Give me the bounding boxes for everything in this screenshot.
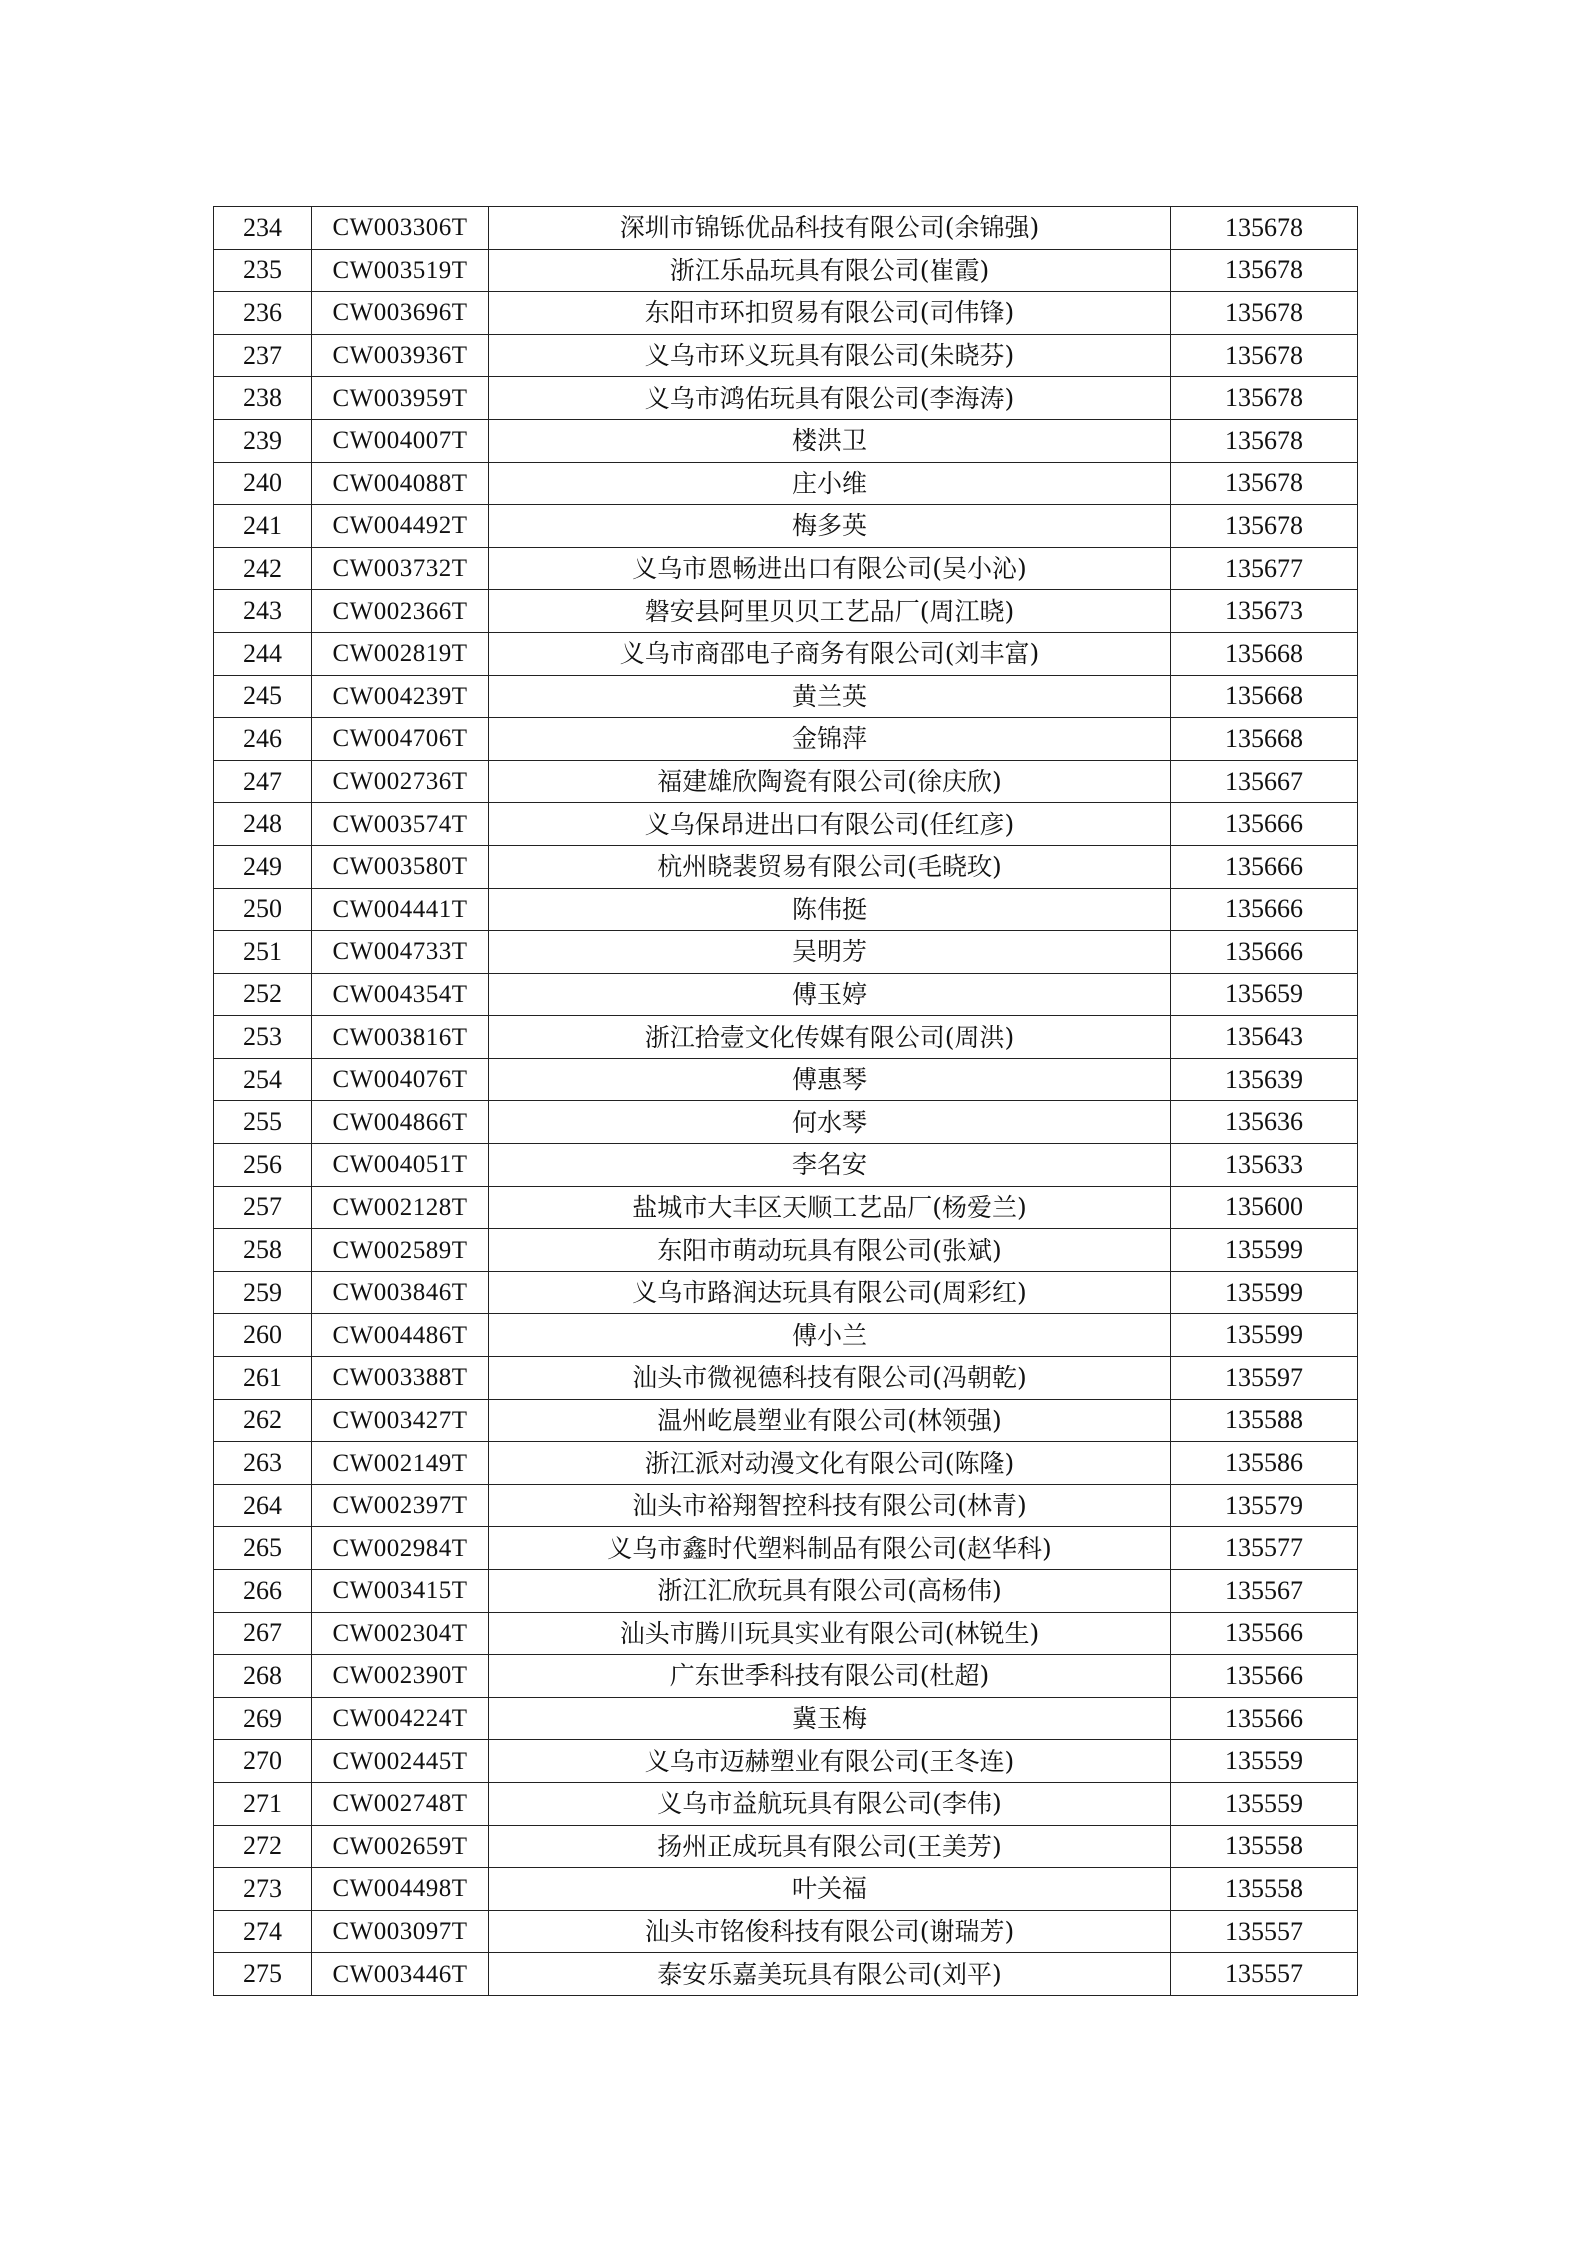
score-cell: 135678 — [1171, 249, 1358, 292]
name-cell: 楼洪卫 — [489, 419, 1171, 462]
score-cell: 135586 — [1171, 1442, 1358, 1485]
table-row — [214, 1782, 1358, 1825]
name-cell: 傅小兰 — [489, 1314, 1171, 1357]
table-row — [214, 675, 1358, 718]
score-cell: 135667 — [1171, 760, 1358, 803]
table-row — [214, 292, 1358, 335]
table-row — [214, 1058, 1358, 1101]
score-cell: 135566 — [1171, 1655, 1358, 1698]
rank-cell: 261 — [214, 1357, 312, 1400]
score-cell: 135558 — [1171, 1868, 1358, 1911]
rank-cell: 267 — [214, 1612, 312, 1655]
rank-cell: 242 — [214, 547, 312, 590]
score-cell: 135678 — [1171, 377, 1358, 420]
table-row — [214, 1612, 1358, 1655]
table-row — [214, 590, 1358, 633]
code-cell: CW004088T — [312, 462, 489, 505]
code-cell: CW003936T — [312, 334, 489, 377]
rank-cell: 249 — [214, 845, 312, 888]
name-cell: 义乌市益航玩具有限公司(李伟) — [489, 1782, 1171, 1825]
table-row — [214, 547, 1358, 590]
name-cell: 义乌市迈赫塑业有限公司(王冬连) — [489, 1740, 1171, 1783]
code-cell: CW003306T — [312, 207, 489, 250]
code-cell: CW003959T — [312, 377, 489, 420]
rank-cell: 266 — [214, 1570, 312, 1613]
code-cell: CW004706T — [312, 718, 489, 761]
rank-cell: 241 — [214, 505, 312, 548]
code-cell: CW002589T — [312, 1229, 489, 1272]
code-cell: CW003446T — [312, 1953, 489, 1996]
table-body — [214, 207, 1358, 1996]
score-cell: 135597 — [1171, 1357, 1358, 1400]
name-cell: 东阳市萌动玩具有限公司(张斌) — [489, 1229, 1171, 1272]
table-row — [214, 1910, 1358, 1953]
rank-cell: 239 — [214, 419, 312, 462]
score-cell: 135666 — [1171, 803, 1358, 846]
rank-cell: 256 — [214, 1144, 312, 1187]
rank-cell: 268 — [214, 1655, 312, 1698]
code-cell: CW002445T — [312, 1740, 489, 1783]
table-row — [214, 1570, 1358, 1613]
rank-cell: 269 — [214, 1697, 312, 1740]
code-cell: CW004733T — [312, 931, 489, 974]
name-cell: 福建雄欣陶瓷有限公司(徐庆欣) — [489, 760, 1171, 803]
score-cell: 135666 — [1171, 888, 1358, 931]
name-cell: 浙江派对动漫文化有限公司(陈隆) — [489, 1442, 1171, 1485]
table-row — [214, 718, 1358, 761]
rank-cell: 244 — [214, 632, 312, 675]
name-cell: 义乌市商邵电子商务有限公司(刘丰富) — [489, 632, 1171, 675]
code-cell: CW004492T — [312, 505, 489, 548]
table-row — [214, 1484, 1358, 1527]
code-cell: CW002748T — [312, 1782, 489, 1825]
name-cell: 梅多英 — [489, 505, 1171, 548]
rank-cell: 274 — [214, 1910, 312, 1953]
rank-cell: 234 — [214, 207, 312, 250]
score-cell: 135678 — [1171, 462, 1358, 505]
rank-cell: 265 — [214, 1527, 312, 1570]
code-cell: CW002304T — [312, 1612, 489, 1655]
table-row — [214, 632, 1358, 675]
code-cell: CW003732T — [312, 547, 489, 590]
table-row — [214, 1697, 1358, 1740]
name-cell: 吴明芳 — [489, 931, 1171, 974]
score-cell: 135558 — [1171, 1825, 1358, 1868]
code-cell: CW003696T — [312, 292, 489, 335]
name-cell: 义乌市恩畅进出口有限公司(吴小沁) — [489, 547, 1171, 590]
table-row — [214, 249, 1358, 292]
rank-cell: 251 — [214, 931, 312, 974]
name-cell: 汕头市裕翔智控科技有限公司(林青) — [489, 1484, 1171, 1527]
score-cell: 135577 — [1171, 1527, 1358, 1570]
code-cell: CW003415T — [312, 1570, 489, 1613]
code-cell: CW002736T — [312, 760, 489, 803]
score-cell: 135600 — [1171, 1186, 1358, 1229]
name-cell: 浙江汇欣玩具有限公司(高杨伟) — [489, 1570, 1171, 1613]
name-cell: 傅玉婷 — [489, 973, 1171, 1016]
code-cell: CW004007T — [312, 419, 489, 462]
code-cell: CW003388T — [312, 1357, 489, 1400]
rank-cell: 257 — [214, 1186, 312, 1229]
score-cell: 135559 — [1171, 1740, 1358, 1783]
code-cell: CW002984T — [312, 1527, 489, 1570]
rank-cell: 262 — [214, 1399, 312, 1442]
table-row — [214, 1442, 1358, 1485]
table-row — [214, 207, 1358, 250]
score-cell: 135678 — [1171, 419, 1358, 462]
table-row — [214, 845, 1358, 888]
table-row — [214, 377, 1358, 420]
rank-cell: 273 — [214, 1868, 312, 1911]
table-row — [214, 1868, 1358, 1911]
name-cell: 冀玉梅 — [489, 1697, 1171, 1740]
score-cell: 135633 — [1171, 1144, 1358, 1187]
code-cell: CW003427T — [312, 1399, 489, 1442]
name-cell: 李名安 — [489, 1144, 1171, 1187]
table-row — [214, 334, 1358, 377]
score-cell: 135559 — [1171, 1782, 1358, 1825]
name-cell: 叶关福 — [489, 1868, 1171, 1911]
rank-cell: 258 — [214, 1229, 312, 1272]
score-cell: 135666 — [1171, 845, 1358, 888]
rank-cell: 247 — [214, 760, 312, 803]
code-cell: CW004076T — [312, 1058, 489, 1101]
name-cell: 温州屹晨塑业有限公司(林领强) — [489, 1399, 1171, 1442]
rank-cell: 259 — [214, 1271, 312, 1314]
table-row — [214, 1229, 1358, 1272]
table-row — [214, 1271, 1358, 1314]
code-cell: CW002390T — [312, 1655, 489, 1698]
name-cell: 扬州正成玩具有限公司(王美芳) — [489, 1825, 1171, 1868]
rank-cell: 240 — [214, 462, 312, 505]
name-cell: 泰安乐嘉美玩具有限公司(刘平) — [489, 1953, 1171, 1996]
table-row — [214, 1825, 1358, 1868]
name-cell: 义乌保昂进出口有限公司(任红彦) — [489, 803, 1171, 846]
code-cell: CW004224T — [312, 1697, 489, 1740]
score-cell: 135567 — [1171, 1570, 1358, 1613]
rank-cell: 236 — [214, 292, 312, 335]
score-cell: 135666 — [1171, 931, 1358, 974]
score-cell: 135678 — [1171, 334, 1358, 377]
score-cell: 135678 — [1171, 505, 1358, 548]
rank-cell: 243 — [214, 590, 312, 633]
table-row — [214, 1399, 1358, 1442]
code-cell: CW004498T — [312, 1868, 489, 1911]
rank-cell: 246 — [214, 718, 312, 761]
code-cell: CW004486T — [312, 1314, 489, 1357]
score-cell: 135579 — [1171, 1484, 1358, 1527]
score-cell: 135668 — [1171, 632, 1358, 675]
code-cell: CW004051T — [312, 1144, 489, 1187]
table-row — [214, 1101, 1358, 1144]
rank-cell: 264 — [214, 1484, 312, 1527]
table-row — [214, 1314, 1358, 1357]
table-row — [214, 1740, 1358, 1783]
score-cell: 135639 — [1171, 1058, 1358, 1101]
rank-cell: 260 — [214, 1314, 312, 1357]
name-cell: 汕头市微视德科技有限公司(冯朝乾) — [489, 1357, 1171, 1400]
score-cell: 135557 — [1171, 1953, 1358, 1996]
score-cell: 135566 — [1171, 1697, 1358, 1740]
code-cell: CW002397T — [312, 1484, 489, 1527]
score-cell: 135668 — [1171, 675, 1358, 718]
table-row — [214, 1144, 1358, 1187]
rank-cell: 250 — [214, 888, 312, 931]
score-cell: 135673 — [1171, 590, 1358, 633]
table-row — [214, 760, 1358, 803]
table-row — [214, 505, 1358, 548]
code-cell: CW003519T — [312, 249, 489, 292]
score-cell: 135599 — [1171, 1314, 1358, 1357]
rank-cell: 270 — [214, 1740, 312, 1783]
rank-cell: 255 — [214, 1101, 312, 1144]
score-cell: 135588 — [1171, 1399, 1358, 1442]
score-cell: 135677 — [1171, 547, 1358, 590]
table-row — [214, 462, 1358, 505]
score-cell: 135566 — [1171, 1612, 1358, 1655]
name-cell: 浙江拾壹文化传媒有限公司(周洪) — [489, 1016, 1171, 1059]
rank-cell: 254 — [214, 1058, 312, 1101]
rank-cell: 275 — [214, 1953, 312, 1996]
code-cell: CW003846T — [312, 1271, 489, 1314]
rank-cell: 237 — [214, 334, 312, 377]
name-cell: 义乌市鑫时代塑料制品有限公司(赵华科) — [489, 1527, 1171, 1570]
table-row — [214, 931, 1358, 974]
code-cell: CW003097T — [312, 1910, 489, 1953]
table-row — [214, 1016, 1358, 1059]
name-cell: 汕头市铭俊科技有限公司(谢瑞芳) — [489, 1910, 1171, 1953]
table-row — [214, 419, 1358, 462]
name-cell: 磐安县阿里贝贝工艺品厂(周江晓) — [489, 590, 1171, 633]
score-cell: 135636 — [1171, 1101, 1358, 1144]
score-cell: 135557 — [1171, 1910, 1358, 1953]
name-cell: 广东世季科技有限公司(杜超) — [489, 1655, 1171, 1698]
code-cell: CW004354T — [312, 973, 489, 1016]
table-row — [214, 1357, 1358, 1400]
table-row — [214, 973, 1358, 1016]
name-cell: 东阳市环扣贸易有限公司(司伟锋) — [489, 292, 1171, 335]
rank-cell: 263 — [214, 1442, 312, 1485]
name-cell: 杭州晓裴贸易有限公司(毛晓玫) — [489, 845, 1171, 888]
score-cell: 135599 — [1171, 1271, 1358, 1314]
code-cell: CW002128T — [312, 1186, 489, 1229]
name-cell: 傅惠琴 — [489, 1058, 1171, 1101]
name-cell: 何水琴 — [489, 1101, 1171, 1144]
name-cell: 义乌市鸿佑玩具有限公司(李海涛) — [489, 377, 1171, 420]
table-row — [214, 1527, 1358, 1570]
table-row — [214, 888, 1358, 931]
name-cell: 浙江乐品玩具有限公司(崔霞) — [489, 249, 1171, 292]
rank-cell: 272 — [214, 1825, 312, 1868]
ranking-table — [213, 206, 1358, 1996]
code-cell: CW002366T — [312, 590, 489, 633]
rank-cell: 252 — [214, 973, 312, 1016]
rank-cell: 245 — [214, 675, 312, 718]
name-cell: 义乌市路润达玩具有限公司(周彩红) — [489, 1271, 1171, 1314]
name-cell: 金锦萍 — [489, 718, 1171, 761]
code-cell: CW003816T — [312, 1016, 489, 1059]
code-cell: CW004239T — [312, 675, 489, 718]
code-cell: CW002149T — [312, 1442, 489, 1485]
code-cell: CW002659T — [312, 1825, 489, 1868]
code-cell: CW004441T — [312, 888, 489, 931]
rank-cell: 253 — [214, 1016, 312, 1059]
score-cell: 135659 — [1171, 973, 1358, 1016]
name-cell: 庄小维 — [489, 462, 1171, 505]
name-cell: 深圳市锦铄优品科技有限公司(余锦强) — [489, 207, 1171, 250]
score-cell: 135668 — [1171, 718, 1358, 761]
code-cell: CW004866T — [312, 1101, 489, 1144]
code-cell: CW003580T — [312, 845, 489, 888]
name-cell: 盐城市大丰区天顺工艺品厂(杨爱兰) — [489, 1186, 1171, 1229]
name-cell: 陈伟挺 — [489, 888, 1171, 931]
rank-cell: 271 — [214, 1782, 312, 1825]
table-row — [214, 1186, 1358, 1229]
name-cell: 汕头市腾川玩具实业有限公司(林锐生) — [489, 1612, 1171, 1655]
table-row — [214, 1655, 1358, 1698]
table-row — [214, 1953, 1358, 1996]
rank-cell: 238 — [214, 377, 312, 420]
rank-cell: 248 — [214, 803, 312, 846]
score-cell: 135678 — [1171, 292, 1358, 335]
name-cell: 义乌市环义玩具有限公司(朱晓芬) — [489, 334, 1171, 377]
code-cell: CW003574T — [312, 803, 489, 846]
name-cell: 黄兰英 — [489, 675, 1171, 718]
code-cell: CW002819T — [312, 632, 489, 675]
table-row — [214, 803, 1358, 846]
rank-cell: 235 — [214, 249, 312, 292]
score-cell: 135599 — [1171, 1229, 1358, 1272]
score-cell: 135643 — [1171, 1016, 1358, 1059]
score-cell: 135678 — [1171, 207, 1358, 250]
